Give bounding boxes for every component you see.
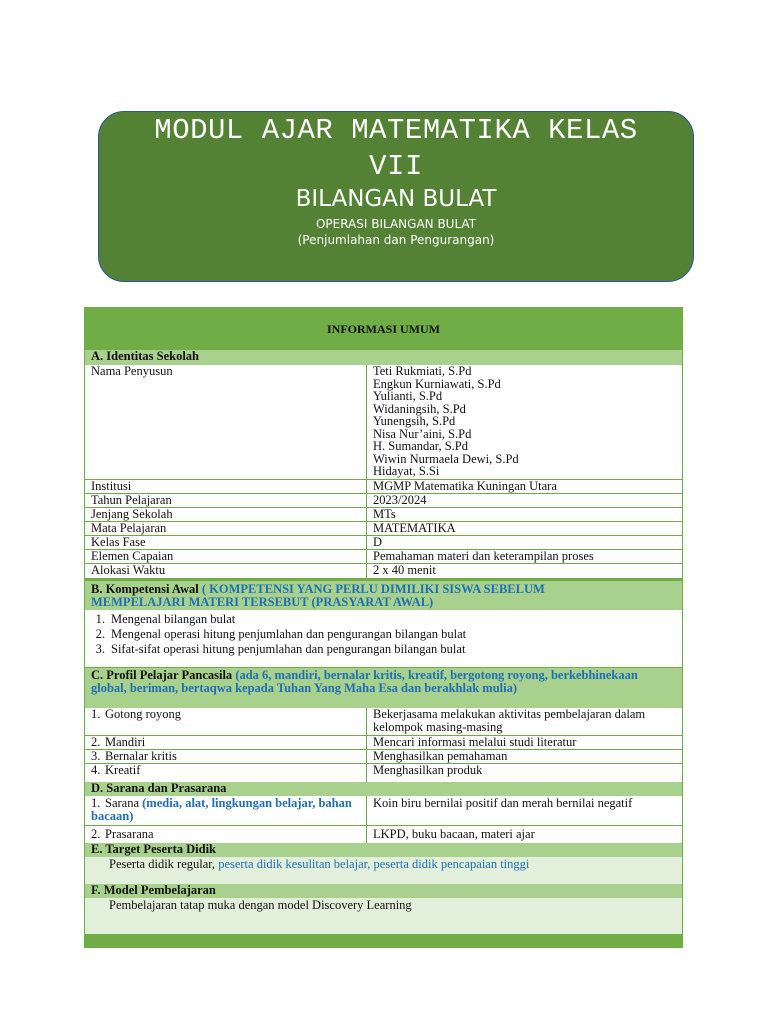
list-item [85,642,682,657]
table-row [85,493,682,507]
module-title-line1: MODUL AJAR MATEMATIKA KELAS [154,114,638,147]
table-header: INFORMASI UMUM [327,321,440,336]
row-value: Menghasilkan produk [373,763,483,777]
table-row [85,521,682,535]
profil-label [85,708,367,735]
table-row [85,507,682,521]
row-note: (media, alat, lingkungan belajar, bahan bacaan) [91,796,352,823]
penyusun-name: Engkun Kurniawati, S.Pd [373,376,501,391]
list-text: Mengenal operasi hitung penjumlahan dan pengurangan bilangan bulat [111,627,467,641]
table-row [85,535,682,549]
penyusun-name: Yunengsih, S.Pd [373,414,456,428]
profil-label [85,764,367,782]
profil-label [85,736,367,749]
row-value: Menghasilkan pemahaman [373,749,508,763]
list-number: 3. [95,642,105,656]
module-topic: OPERASI BILANGAN BULAT [315,217,477,231]
list-number: 2. [91,827,101,841]
table-row [85,708,682,735]
section-e-title: E. Target Peserta Didik [85,843,682,857]
list-number: 1. [91,796,101,810]
section-b-title [85,581,682,610]
informasi-umum-table [84,307,683,948]
row-value: Koin biru bernilai positif dan merah bernilai negatif [373,796,633,810]
table-row [85,549,682,563]
module-subtopic: (Penjumlahan dan Pengurangan) [297,233,495,247]
section-b-label: B. Kompetensi Awal [91,582,199,596]
row-value: 2 x 40 menit [373,563,436,577]
title-banner [98,111,694,282]
penyusun-name: Wiwin Nurmaela Dewi, S.Pd [373,451,519,466]
section-c-title [85,668,682,708]
row-label: Bernalar kritis [105,749,177,763]
row-value: MTs [373,507,396,521]
target-others: peserta didik kesulitan belajar, peserta didik pencapaian tinggi [218,857,530,871]
penyusun-label: Nama Penyusun [85,365,367,480]
target-text [85,857,682,871]
row-value: D [373,535,383,549]
list-item [85,627,682,642]
penyusun-list [368,365,682,480]
row-label: Institusi [85,480,367,493]
table-row [85,735,682,749]
list-text: Mengenal bilangan bulat [111,612,236,626]
penyusun-name: Nisa Nur’aini, S.Pd [373,426,472,441]
model-text: Pembelajaran tatap muka dengan model Discovery Learning [109,898,412,912]
section-c-note: (ada 6, mandiri, bernalar kritis, kreatif, bergotong royong, berkebhinekaan global, beriman, bertaqwa kepada Tuhan Yang Maha Esa dan berakhlak mulia) [91,668,638,695]
row-value: 2023/2024 [373,493,427,507]
row-label: Kelas Fase [85,536,367,549]
penyusun-name: Widaningsih, S.Pd [373,401,466,416]
row-label: Elemen Capaian [85,550,367,563]
list-number: 1. [95,612,105,626]
list-number: 1. [91,707,101,721]
section-a-title: A. Identitas Sekolah [85,350,682,365]
list-item [85,612,682,627]
section-f-title: F. Model Pembelajaran [85,884,682,898]
module-title-line2: VII [369,150,423,183]
row-label: Mata Pelajaran [85,522,367,535]
section-b-note: ( KOMPETENSI YANG PERLU DIMILIKI SISWA SEBELUM MEMPELAJARI MATERI TERSEBUT (PRASYARAT AWAL) [91,582,545,609]
target-regular: Peserta didik regular, [109,857,216,871]
section-c-label: C. Profil Pelajar Pancasila [91,668,233,682]
table-row [85,749,682,763]
table-row [85,563,682,578]
penyusun-name: Hidayat, S.Si [373,464,440,478]
row-label: Prasarana [105,827,154,841]
row-value: Pemahaman materi dan keterampilan proses [373,549,594,563]
row-value: LKPD, buku bacaan, materi ajar [373,827,535,841]
table-row [85,763,682,782]
list-number: 3. [91,749,101,763]
list-number: 2. [95,627,105,641]
profil-label [85,750,367,763]
row-label: Jenjang Sekolah [85,508,367,521]
row-value: Bekerjasama melakukan aktivitas pembelajaran dalam kelompok masing-masing [373,707,646,734]
table-row [85,365,682,480]
penyusun-name: Yulianti, S.Pd [373,389,443,403]
row-value: Mencari informasi melalui studi literatur [373,735,577,749]
row-label: Alokasi Waktu [85,564,367,578]
section-d-title: D. Sarana dan Prasarana [85,782,682,796]
penyusun-name: H. Sumandar, S.Pd [373,439,468,453]
list-text: Sifat-sifat operasi hitung penjumlahan dan pengurangan bilangan bulat [111,642,466,656]
row-label: Sarana [105,796,140,810]
row-value: MATEMATIKA [373,521,456,535]
penyusun-name: Teti Rukmiati, S.Pd [373,364,472,378]
row-value: MGMP Matematika Kuningan Utara [373,479,557,493]
list-number: 2. [91,735,101,749]
kompetensi-list [85,610,682,667]
table-row [85,479,682,493]
list-number: 4. [91,763,101,777]
row-label: Gotong royong [105,707,182,721]
row-label: Mandiri [105,735,146,749]
model-row [85,898,682,934]
module-subtitle: BILANGAN BULAT [295,186,497,212]
target-row [85,857,682,884]
sarana-label [85,796,367,825]
row-label: Tahun Pelajaran [85,494,367,507]
table-row [85,796,682,825]
row-label: Kreatif [105,763,141,777]
